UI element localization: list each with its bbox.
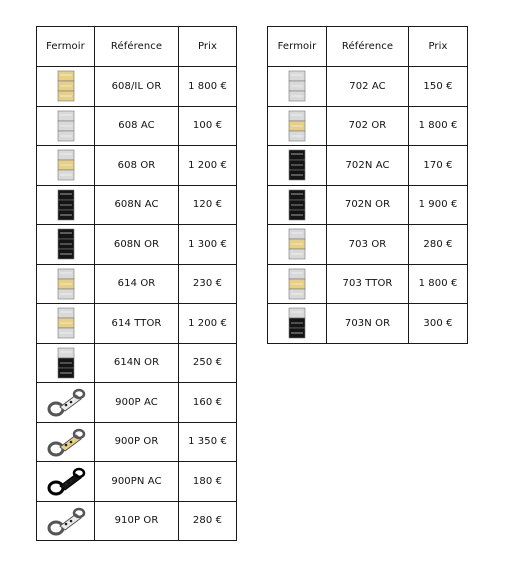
reference-cell: 702N AC	[327, 146, 409, 186]
clasp-image-cell	[268, 264, 327, 304]
clasp-image-cell	[37, 67, 95, 107]
clasp-image	[46, 346, 86, 380]
clasp-image	[46, 425, 86, 459]
reference-cell: 614 OR	[95, 264, 179, 304]
reference-cell: 702 OR	[327, 106, 409, 146]
clasp-image	[277, 188, 317, 222]
clasp-image	[46, 188, 86, 222]
price-cell: 1 200 €	[179, 304, 237, 344]
table-row	[37, 106, 237, 146]
clasp-image	[277, 69, 317, 103]
clasp-image-cell	[37, 146, 95, 186]
price-cell: 280 €	[409, 225, 468, 265]
table-row	[268, 146, 468, 186]
clasp-image-cell	[268, 106, 327, 146]
clasp-image-cell	[37, 343, 95, 383]
price-cell: 160 €	[179, 383, 237, 423]
reference-cell: 900P AC	[95, 383, 179, 423]
table-row	[37, 264, 237, 304]
clasp-image-cell	[268, 225, 327, 265]
price-cell: 1 300 €	[179, 225, 237, 265]
reference-cell: 608 AC	[95, 106, 179, 146]
header-fermoir: Fermoir	[268, 27, 327, 67]
price-cell: 1 800 €	[409, 264, 468, 304]
clasp-image-cell	[37, 264, 95, 304]
price-cell: 1 200 €	[179, 146, 237, 186]
clasp-image	[46, 385, 86, 419]
table-row	[37, 343, 237, 383]
table-row	[37, 383, 237, 423]
reference-cell: 702N OR	[327, 185, 409, 225]
header-row	[268, 27, 468, 67]
table-row	[37, 501, 237, 541]
clasp-image	[277, 306, 317, 340]
reference-cell: 608N AC	[95, 185, 179, 225]
header-reference: Référence	[95, 27, 179, 67]
price-cell: 230 €	[179, 264, 237, 304]
reference-cell: 702 AC	[327, 67, 409, 107]
clasp-image-cell	[37, 422, 95, 462]
price-cell: 250 €	[179, 343, 237, 383]
clasp-image-cell	[268, 185, 327, 225]
table-row	[37, 185, 237, 225]
header-prix: Prix	[179, 27, 237, 67]
clasp-image-cell	[268, 146, 327, 186]
reference-cell: 608 OR	[95, 146, 179, 186]
clasp-image-cell	[268, 304, 327, 344]
clasp-image	[277, 267, 317, 301]
clasp-image	[46, 464, 86, 498]
price-table-left	[36, 26, 237, 541]
clasp-image	[46, 504, 86, 538]
table-row	[268, 264, 468, 304]
price-cell: 150 €	[409, 67, 468, 107]
price-cell: 300 €	[409, 304, 468, 344]
clasp-image-cell	[37, 185, 95, 225]
clasp-image	[46, 69, 86, 103]
table-row	[37, 146, 237, 186]
table-row	[37, 462, 237, 502]
price-cell: 120 €	[179, 185, 237, 225]
table-row	[37, 67, 237, 107]
clasp-image-cell	[268, 67, 327, 107]
price-cell: 1 800 €	[409, 106, 468, 146]
reference-cell: 614 TTOR	[95, 304, 179, 344]
clasp-image-cell	[37, 501, 95, 541]
price-cell: 180 €	[179, 462, 237, 502]
reference-cell: 608/IL OR	[95, 67, 179, 107]
clasp-image	[46, 267, 86, 301]
table-row	[268, 225, 468, 265]
header-row	[37, 27, 237, 67]
table-row	[268, 106, 468, 146]
price-cell: 1 800 €	[179, 67, 237, 107]
reference-cell: 703 OR	[327, 225, 409, 265]
table-row	[268, 185, 468, 225]
clasp-image-cell	[37, 462, 95, 502]
clasp-image-cell	[37, 383, 95, 423]
reference-cell: 703 TTOR	[327, 264, 409, 304]
table-row	[268, 304, 468, 344]
table-row	[268, 67, 468, 107]
clasp-image	[277, 109, 317, 143]
header-prix: Prix	[409, 27, 468, 67]
table-row	[37, 304, 237, 344]
clasp-image-cell	[37, 225, 95, 265]
header-fermoir: Fermoir	[37, 27, 95, 67]
clasp-image	[277, 227, 317, 261]
clasp-image	[46, 227, 86, 261]
table-row	[37, 422, 237, 462]
reference-cell: 703N OR	[327, 304, 409, 344]
price-table-right	[267, 26, 468, 344]
reference-cell: 900PN AC	[95, 462, 179, 502]
price-cell: 100 €	[179, 106, 237, 146]
reference-cell: 608N OR	[95, 225, 179, 265]
clasp-image	[277, 148, 317, 182]
clasp-image	[46, 306, 86, 340]
price-cell: 1 350 €	[179, 422, 237, 462]
price-cell: 1 900 €	[409, 185, 468, 225]
reference-cell: 900P OR	[95, 422, 179, 462]
clasp-image	[46, 109, 86, 143]
clasp-image-cell	[37, 106, 95, 146]
price-cell: 280 €	[179, 501, 237, 541]
reference-cell: 614N OR	[95, 343, 179, 383]
reference-cell: 910P OR	[95, 501, 179, 541]
table-row	[37, 225, 237, 265]
clasp-image	[46, 148, 86, 182]
header-reference: Référence	[327, 27, 409, 67]
price-cell: 170 €	[409, 146, 468, 186]
clasp-image-cell	[37, 304, 95, 344]
